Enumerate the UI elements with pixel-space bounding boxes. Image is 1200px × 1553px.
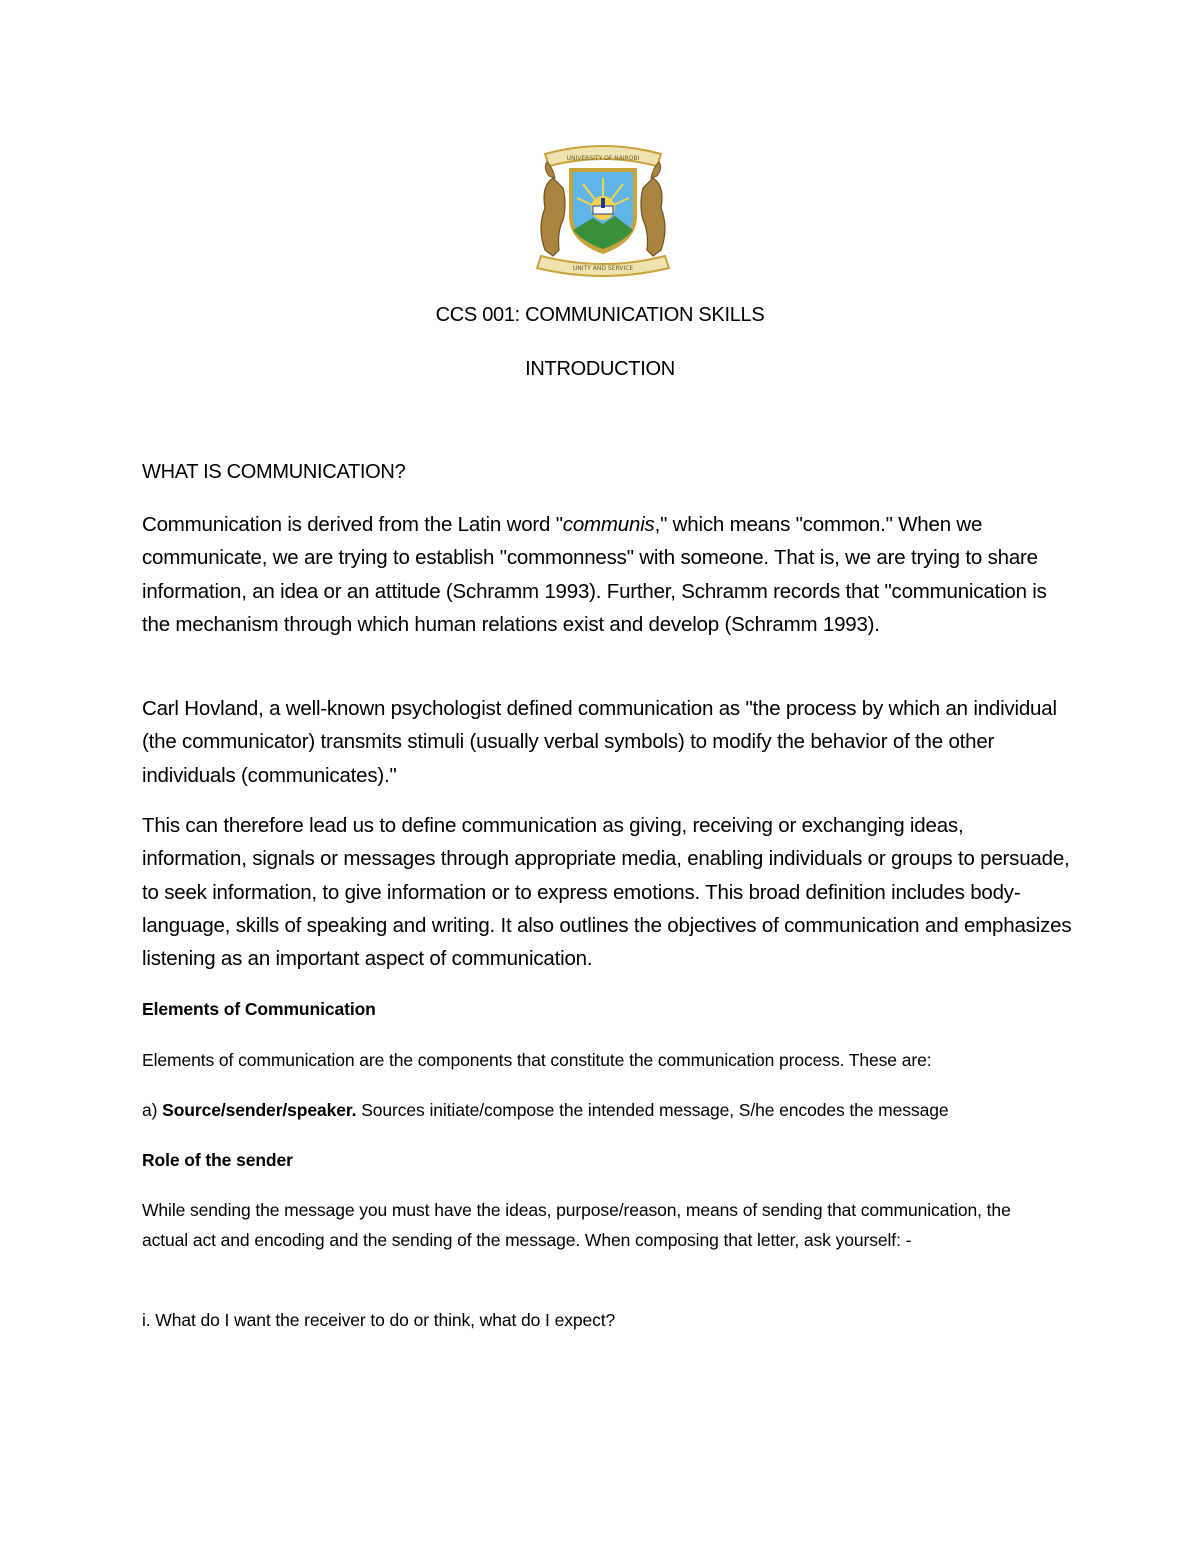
item-a-bold: Source/sender/speaker. xyxy=(162,1100,357,1120)
role-paragraph: While sending the message you must have the ideas, purpose/reason, means of sending that communication, the actual act and encoding and the sending of the message. When composing that letter, ask yourself: - xyxy=(142,1200,1011,1250)
svg-text:UNITY AND SERVICE: UNITY AND SERVICE xyxy=(572,265,634,272)
list-item-a xyxy=(142,1095,1102,1125)
para1-italic-word: communis xyxy=(562,513,655,536)
document-subtitle: INTRODUCTION xyxy=(525,358,675,380)
para1-text-a: Communication is derived from the Latin word " xyxy=(142,513,563,536)
elements-heading: Elements of Communication xyxy=(142,999,376,1019)
paragraph-definition xyxy=(142,508,1072,641)
role-heading: Role of the sender xyxy=(142,1150,293,1170)
paragraph-hovland: Carl Hovland, a well-known psychologist defined communication as "the process by which an individual (the communicator) transmits stimuli (usually verbal symbols) to modify the behavior of the other individuals (communicates)." xyxy=(142,697,1057,787)
item-a-rest: Sources initiate/compose the intended message, S/he encodes the message xyxy=(356,1100,949,1120)
elements-intro: Elements of communication are the components that constitute the communication process. These are: xyxy=(142,1050,932,1070)
svg-text:UNIVERSITY OF NAIROBI: UNIVERSITY OF NAIROBI xyxy=(566,155,640,162)
list-item-i: i. What do I want the receiver to do or think, what do I expect? xyxy=(142,1310,616,1330)
section-heading: WHAT IS COMMUNICATION? xyxy=(142,461,406,483)
item-a-prefix: a) xyxy=(142,1100,163,1120)
para1-text-b: ," which means "common." When we communicate, we are trying to establish "commonness" with someone. That is, we are trying to share information, an idea or an attitude (Schramm 1993). Further, Schramm records that "communication is the mechanism through which human relations exist and develop (Schramm 1993). xyxy=(142,513,1047,636)
document-title: CCS 001: COMMUNICATION SKILLS xyxy=(435,304,765,326)
university-crest-logo xyxy=(523,138,683,278)
paragraph-broad-definition: This can therefore lead us to define communication as giving, receiving or exchanging ideas, information, signals or messages through appropriate media, enabling individuals or groups to persuade, to seek information, to give information or to express emotions. This broad definition includes body-language, skills of speaking and writing. It also outlines the objectives of communication and emphasizes listening as an important aspect of communication. xyxy=(142,814,1072,971)
